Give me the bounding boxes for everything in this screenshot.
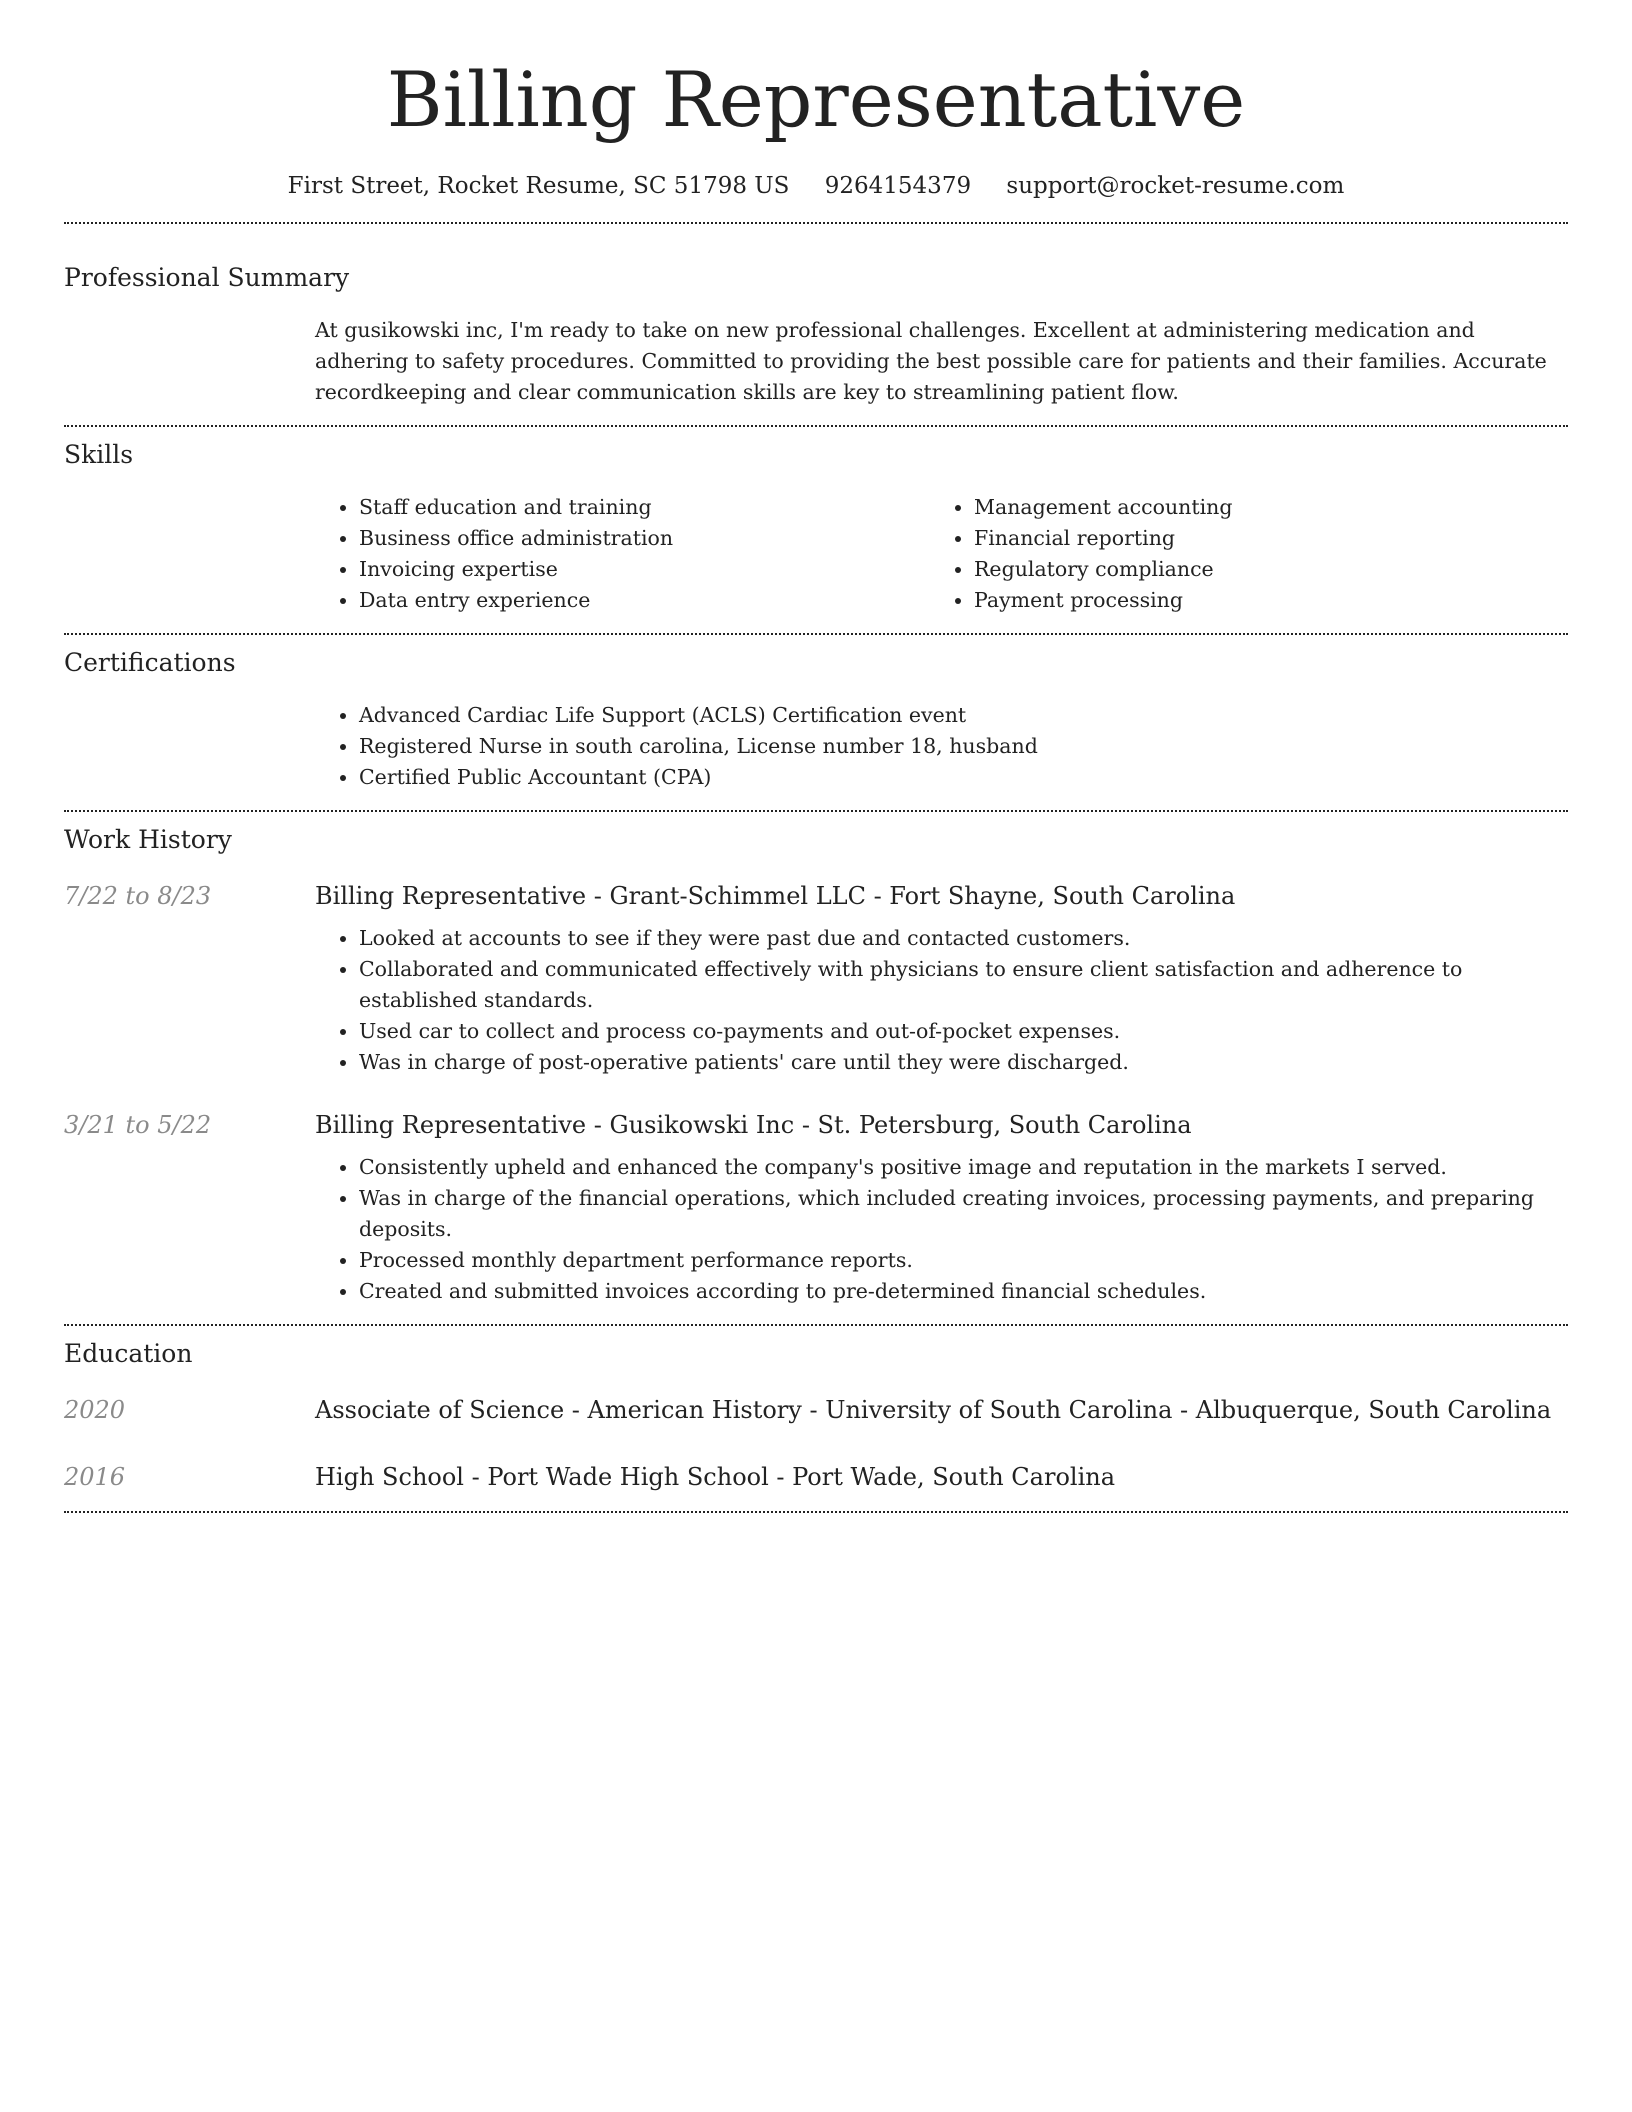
skill-item: • Regulatory compliance <box>974 554 1545 585</box>
job-title: Billing Representative <box>315 1111 587 1139</box>
contact-line <box>64 168 1568 204</box>
summary-text: At gusikowski inc, I'm ready to take on new professional challenges. Excellent at administering medication and adhering to safety procedures. Committed to providing the best possible care for patients and their families. Accurate recordkeeping and clear communication skills are key to streamlining patient flow. <box>315 318 1547 404</box>
skill-item: • Invoicing expertise <box>359 554 930 585</box>
skill-item: • Management accounting <box>974 492 1545 523</box>
job-bullet: • Looked at accounts to see if they were past due and contacted customers. <box>359 923 1568 954</box>
job-entry <box>64 1108 1568 1307</box>
job-bullet: • Processed monthly department performance reports. <box>359 1245 1568 1276</box>
job-bullet: • Consistently upheld and enhanced the company's positive image and reputation in the markets I served. <box>359 1152 1568 1183</box>
skill-item: • Business office administration <box>359 523 930 554</box>
job-bullet: • Was in charge of post-operative patients' care until they were discharged. <box>359 1047 1568 1078</box>
job-bullet: • Collaborated and communicated effectively with physicians to ensure client satisfaction and adherence to established standards. <box>359 954 1568 1016</box>
education-entry <box>64 1393 1568 1427</box>
certification-item: • Advanced Cardiac Life Support (ACLS) Certification event <box>359 700 1568 731</box>
section-title-skills: Skills <box>64 440 134 469</box>
job-bullets <box>315 1152 1568 1307</box>
skills-section <box>64 427 1568 616</box>
certifications-list <box>315 700 1568 793</box>
certification-item: • Registered Nurse in south carolina, License number 18, husband <box>359 731 1568 762</box>
job-title: Billing Representative <box>315 882 587 910</box>
certification-item: • Certified Public Accountant (CPA) <box>359 762 1568 793</box>
job-meta: - Gusikowski Inc - St. Petersburg, South Carolina <box>586 1111 1192 1139</box>
skill-item: • Payment processing <box>974 585 1545 616</box>
work-section <box>64 812 1568 1307</box>
skills-list-right <box>930 492 1545 616</box>
certifications-section <box>64 635 1568 793</box>
job-heading <box>315 1108 1568 1142</box>
job-bullet: • Used car to collect and process co-payments and out-of-pocket expenses. <box>359 1016 1568 1047</box>
skill-item: • Financial reporting <box>974 523 1545 554</box>
education-section <box>64 1326 1568 1494</box>
education-degree: High School <box>315 1463 464 1491</box>
contact-email: support@rocket-resume.com <box>1006 173 1345 199</box>
contact-phone: 9264154379 <box>824 173 972 199</box>
job-bullets <box>315 923 1568 1078</box>
section-title-certifications: Certifications <box>64 648 236 677</box>
job-bullet: • Created and submitted invoices according to pre-determined financial schedules. <box>359 1276 1568 1307</box>
skill-item: • Staff education and training <box>359 492 930 523</box>
divider <box>64 1511 1568 1513</box>
job-bullet: • Was in charge of the financial operations, which included creating invoices, processing payments, and preparing deposits. <box>359 1183 1568 1245</box>
skills-list-left <box>315 492 930 616</box>
education-degree: Associate of Science - American History <box>315 1396 802 1424</box>
section-title-summary: Professional Summary <box>64 263 350 292</box>
job-dates: 7/22 to 8/23 <box>64 882 212 910</box>
resume-name: Billing Representative <box>386 55 1246 144</box>
contact-address: First Street, Rocket Resume, SC 51798 US <box>287 173 790 199</box>
section-title-education: Education <box>64 1339 193 1368</box>
education-entry <box>64 1460 1568 1494</box>
summary-section <box>64 224 1568 408</box>
job-entry <box>64 879 1568 1078</box>
education-year: 2016 <box>64 1463 126 1491</box>
education-meta: - University of South Carolina - Albuquerque, South Carolina <box>801 1396 1552 1424</box>
skill-item: • Data entry experience <box>359 585 930 616</box>
resume-page <box>64 0 1568 1513</box>
job-dates: 3/21 to 5/22 <box>64 1111 212 1139</box>
section-title-work: Work History <box>64 825 232 854</box>
job-meta: - Grant-Schimmel LLC - Fort Shayne, South Carolina <box>586 882 1236 910</box>
education-text <box>315 1460 1115 1494</box>
education-text <box>315 1393 1551 1427</box>
job-heading <box>315 879 1568 913</box>
education-meta: - Port Wade High School - Port Wade, South Carolina <box>463 1463 1116 1491</box>
education-year: 2020 <box>64 1396 126 1424</box>
